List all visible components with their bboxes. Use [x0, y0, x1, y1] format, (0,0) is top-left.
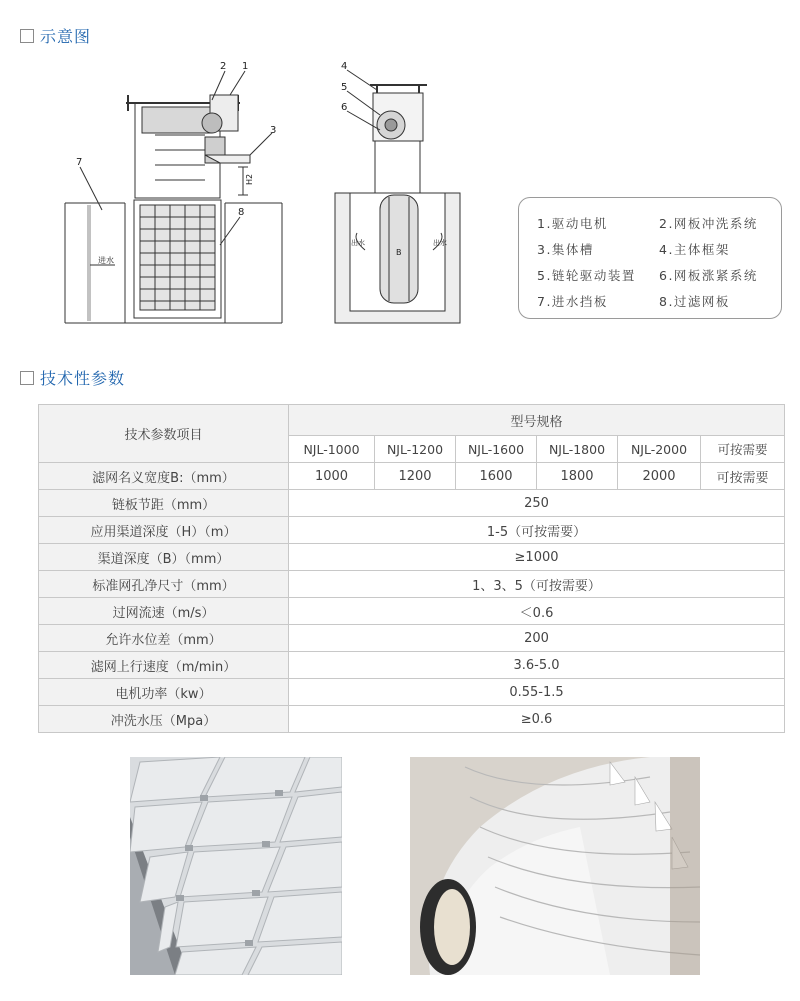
spec-table [38, 404, 785, 733]
table-row [39, 598, 785, 625]
table-cell: 1-5（可按需要） [289, 517, 785, 544]
param-label: 滤网上行速度（m/min） [39, 652, 289, 679]
component-legend [518, 197, 782, 319]
front-label-1: 1 [242, 61, 249, 72]
checkbox-square-icon [20, 371, 34, 385]
legend-row [537, 262, 781, 288]
param-label: 渠道深度（B）（mm） [39, 544, 289, 571]
legend-item: 6.网板涨紧系统 [659, 268, 758, 283]
param-header-cell: 技术参数项目 [39, 405, 289, 463]
legend-item: 1.驱动电机 [537, 216, 608, 231]
side-view-svg [325, 55, 475, 335]
legend-row [537, 210, 781, 236]
front-view-drawing [60, 55, 300, 335]
table-cell: 1800 [537, 463, 618, 490]
table-cell: 2000 [618, 463, 701, 490]
table-cell: 1200 [375, 463, 456, 490]
legend-item: 3.集体槽 [537, 242, 594, 257]
legend-item: 8.过滤网板 [659, 294, 730, 309]
diagram-section-title: 示意图 [40, 27, 92, 46]
legend-item: 5.链轮驱动装置 [537, 268, 636, 283]
front-view-svg [60, 55, 300, 335]
front-label-7: 7 [76, 157, 83, 168]
legend-item: 4.主体框架 [659, 242, 730, 257]
curved-screen-photo [410, 757, 700, 975]
param-label: 滤网名义宽度B:（mm） [39, 463, 289, 490]
param-label: 标准网孔净尺寸（mm） [39, 571, 289, 598]
model-cell: NJL-1000 [289, 436, 375, 463]
param-label: 电机功率（kw） [39, 679, 289, 706]
table-cell: ＜0.6 [289, 598, 785, 625]
curved-screen-photo-svg [410, 757, 700, 975]
table-cell: 3.6-5.0 [289, 652, 785, 679]
screen-panels-photo [130, 757, 342, 975]
table-cell: 1600 [456, 463, 537, 490]
legend-row [537, 288, 781, 314]
table-row [39, 544, 785, 571]
checkbox-square-icon [20, 29, 34, 43]
param-label: 应用渠道深度（H）（m） [39, 517, 289, 544]
front-h2-label: H2 [245, 173, 254, 185]
table-cell: ≥1000 [289, 544, 785, 571]
legend-row [537, 236, 781, 262]
table-row [39, 679, 785, 706]
table-cell: 250 [289, 490, 785, 517]
param-label: 链板节距（mm） [39, 490, 289, 517]
table-row [39, 517, 785, 544]
param-label: 冲洗水压（Mpa） [39, 706, 289, 733]
model-cell: NJL-2000 [618, 436, 701, 463]
table-cell: ≥0.6 [289, 706, 785, 733]
table-cell: 200 [289, 625, 785, 652]
front-label-2: 2 [220, 61, 227, 72]
model-cell: NJL-1200 [375, 436, 456, 463]
screen-panels-photo-svg [130, 757, 342, 975]
params-section-title: 技术性参数 [40, 369, 126, 388]
front-label-3: 3 [270, 125, 277, 136]
model-cell: 可按需要 [701, 436, 785, 463]
legend-item: 2.网板冲洗系统 [659, 216, 758, 231]
table-row [39, 652, 785, 679]
table-row [39, 463, 785, 490]
table-cell: 1、3、5（可按需要） [289, 571, 785, 598]
side-label-5: 5 [341, 82, 348, 93]
side-right-flow-label: 出水 [433, 239, 447, 247]
side-b-label: B [396, 248, 402, 257]
table-cell: 可按需要 [701, 463, 785, 490]
table-row [39, 625, 785, 652]
front-water-label: 进水 [98, 256, 114, 265]
model-cell: NJL-1600 [456, 436, 537, 463]
model-cell: NJL-1800 [537, 436, 618, 463]
diagram-section-header [20, 24, 91, 47]
table-row [39, 706, 785, 733]
side-view-drawing [325, 55, 475, 335]
params-section-header [20, 366, 125, 389]
param-label: 允许水位差（mm） [39, 625, 289, 652]
front-label-8: 8 [238, 207, 245, 218]
side-label-4: 4 [341, 61, 348, 72]
legend-item: 7.进水挡板 [537, 294, 608, 309]
table-cell: 0.55-1.5 [289, 679, 785, 706]
table-cell: 1000 [289, 463, 375, 490]
table-row [39, 490, 785, 517]
param-label: 过网流速（m/s） [39, 598, 289, 625]
table-row [39, 571, 785, 598]
side-left-flow-label: 出水 [351, 239, 365, 247]
model-header-cell: 型号规格 [289, 405, 785, 436]
side-label-6: 6 [341, 102, 348, 113]
